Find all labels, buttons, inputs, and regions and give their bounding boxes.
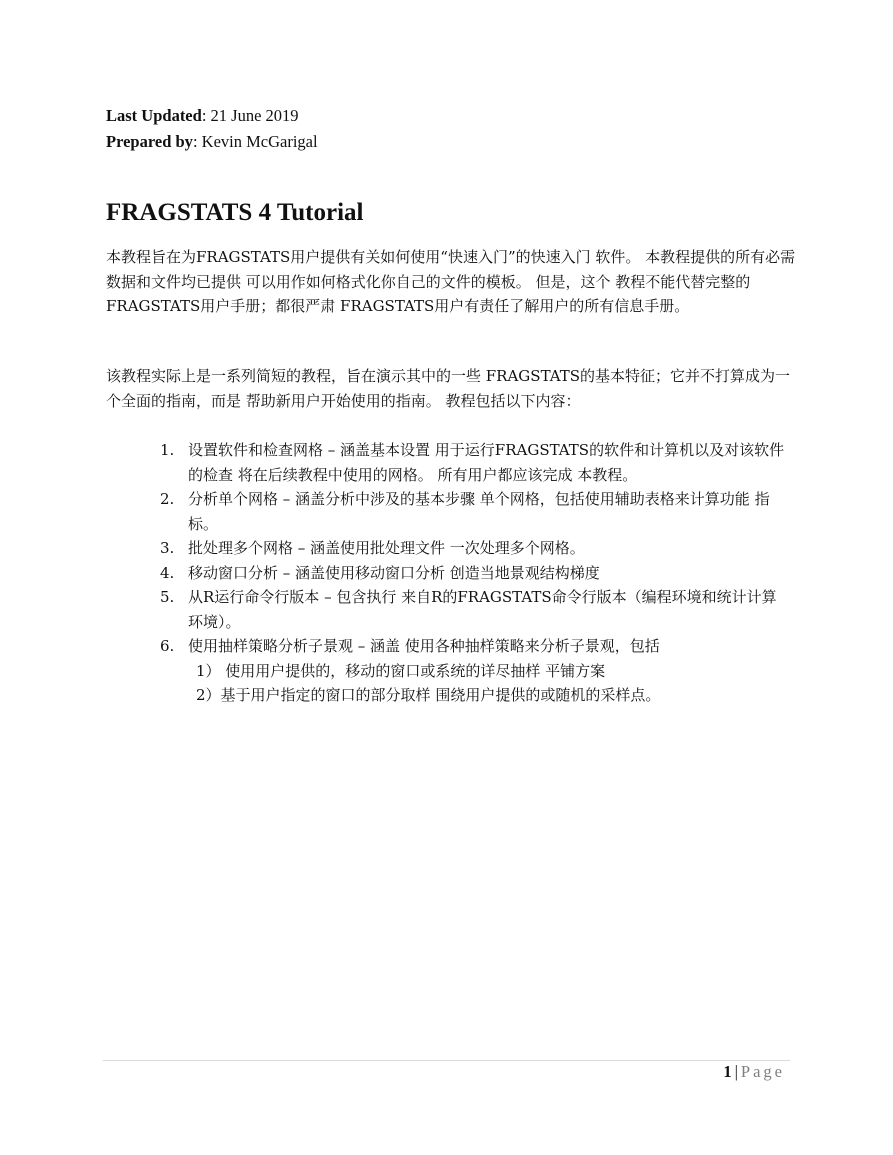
last-updated-line	[106, 103, 318, 129]
sub-item-2: 2）基于用户指定的窗口的部分取样 围绕用户提供的或随机的采样点。	[196, 686, 661, 704]
last-updated-value: : 21 June 2019	[201, 106, 299, 125]
list-item	[160, 536, 790, 561]
last-updated-label: Last Updated	[106, 106, 202, 125]
document-metadata	[106, 103, 318, 155]
list-item-text: 分析单个网格 – 涵盖分析中涉及的基本步骤 单个网格，包括使用辅助表格来计算功能 指标。	[188, 490, 770, 533]
footer-separator: |	[734, 1062, 738, 1081]
list-item-text: 从R运行命令行版本 – 包含执行 来自R的FRAGSTATS命令行版本（编程环境和统计计算环境）。	[188, 588, 777, 631]
list-item-number: 2.	[160, 490, 175, 508]
prepared-by-line	[106, 129, 318, 155]
list-item-number: 4.	[160, 563, 175, 582]
list-item-text: 使用抽样策略分析子景观 – 涵盖 使用各种抽样策略来分析子景观，包括	[188, 637, 660, 655]
list-item-number: 1.	[160, 441, 175, 459]
list-item-text: 移动窗口分析 – 涵盖使用移动窗口分析 创造当地景观结构梯度	[188, 563, 600, 582]
list-item	[160, 585, 790, 634]
list-item	[160, 634, 790, 708]
list-item-number: 5.	[160, 588, 175, 606]
list-item-text: 批处理多个网格 – 涵盖使用批处理文件 一次处理多个网格。	[188, 539, 585, 557]
list-item	[160, 438, 790, 487]
page-title: FRAGSTATS 4 Tutorial	[106, 199, 364, 226]
list-item	[160, 487, 790, 536]
list-item-number: 6.	[160, 637, 175, 655]
page-label: Page	[740, 1062, 785, 1081]
list-item	[160, 561, 790, 586]
tutorial-list	[160, 438, 790, 708]
footer-divider	[103, 1060, 790, 1061]
prepared-by-value: : Kevin McGarigal	[192, 132, 318, 151]
overview-paragraph: 该教程实际上是一系列简短的教程，旨在演示其中的一些 FRAGSTATS的基本特征；它并不打算成为一个全面的指南，而是 帮助新用户开始使用的指南。 教程包括以下内容：	[106, 367, 791, 410]
page-footer	[723, 1062, 785, 1082]
list-item-text: 设置软件和检查网格 – 涵盖基本设置 用于运行FRAGSTATS的软件和计算机以及对该软件的检查 将在后续教程中使用的网格。 所有用户都应该完成 本教程。	[188, 441, 785, 484]
list-item-number: 3.	[160, 539, 175, 557]
page-number: 1	[723, 1062, 732, 1081]
prepared-by-label: Prepared by	[106, 132, 193, 151]
intro-paragraph: 本教程旨在为FRAGSTATS用户提供有关如何使用“快速入门”的快速入门 软件。 本教程提供的所有必需数据和文件均已提供 可以用作如何格式化你自己的文件的模板。 但是，这个 教程不能代替完整的FRAGSTATS用户手册；都很严肃 FRAGSTATS用户有责任了解用户的所有信息手册。	[106, 248, 796, 315]
sub-item-1: 1） 使用用户提供的，移动的窗口或系统的详尽抽样 平铺方案	[196, 661, 606, 680]
